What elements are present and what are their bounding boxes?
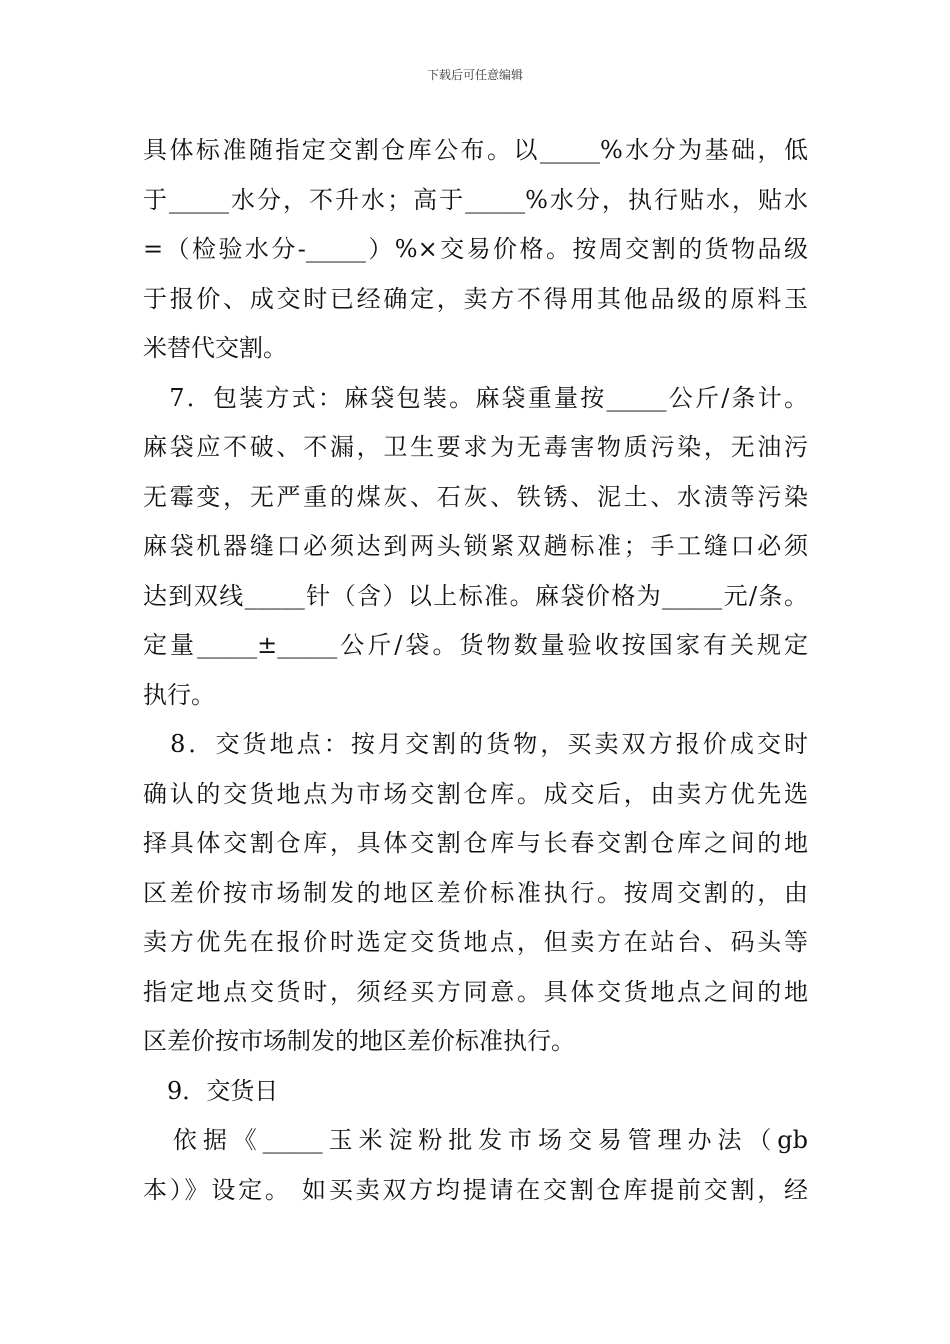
text-line: 无霉变，无严重的煤灰、石灰、铁锈、泥土、水渍等污染 [143, 482, 808, 511]
text-line: 定量_____±_____公斤/袋。货物数量验收按国家有关规定 [143, 631, 808, 659]
text-line: 卖方优先在报价时选定交货地点，但卖方在站台、码头等 [143, 928, 808, 956]
text-line: 9．交货日 [143, 1076, 279, 1105]
text-line: 于_____水分，不升水；高于_____%水分，执行贴水，贴水 [143, 185, 808, 214]
text-line: 指定地点交货时，须经买方同意。具体交货地点之间的地 [143, 977, 808, 1006]
text-line: 达到双线_____针（含）以上标准。麻袋价格为_____元/条。 [143, 581, 808, 610]
text-line: 麻袋应不破、不漏，卫生要求为无毒害物质污染，无油污 [143, 433, 808, 461]
text-line: 执行。 [143, 680, 215, 709]
text-line: 择具体交割仓库，具体交割仓库与长春交割仓库之间的地 [143, 829, 808, 857]
text-line: 具体标准随指定交割仓库公布。以_____%水分为基础，低 [143, 136, 808, 164]
text-line: 确认的交货地点为市场交割仓库。成交后，由卖方优先选 [143, 779, 808, 808]
text-line: 于报价、成交时已经确定，卖方不得用其他品级的原料玉 [143, 284, 808, 313]
document-body [143, 126, 808, 1215]
text-line: 麻袋机器缝口必须达到两头锁紧双趟标准；手工缝口必须 [143, 532, 808, 560]
page-header: 下载后可任意编辑 [426, 68, 523, 82]
text-line: 米替代交割。 [143, 334, 287, 362]
text-line: =（检验水分-_____）%×交易价格。按周交割的货物品级 [143, 235, 808, 263]
text-line: 8．交货地点：按月交割的货物，买卖双方报价成交时 [143, 730, 808, 758]
text-line: 本）》设定。 如买卖双方均提请在交割仓库提前交割，经 [143, 1175, 808, 1204]
text-line: 依据《_____玉米淀粉批发市场交易管理办法（gb [143, 1126, 808, 1154]
text-line: 7．包装方式：麻袋包装。麻袋重量按_____公斤/条计。 [143, 383, 808, 412]
text-line: 区差价按市场制发的地区差价标准执行。按周交割的，由 [143, 878, 808, 907]
text-line: 区差价按市场制发的地区差价标准执行。 [143, 1027, 575, 1055]
